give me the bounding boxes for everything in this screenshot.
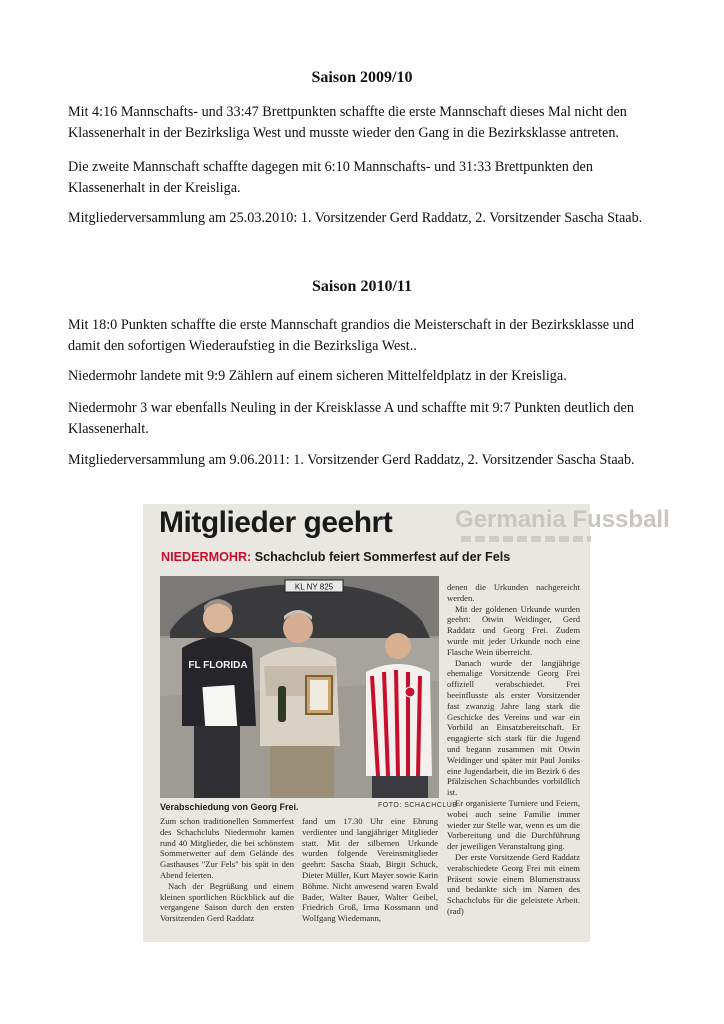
col3-paragraph-2: Mit der goldenen Urkunde wurden geehrt: Otwin Weidinger, Gerd Raddatz und Georg Frei. Zudem wurde mit jeder Urkunde noch eine Flasche Wein überreicht. [447, 603, 580, 657]
photo-illustration [160, 576, 439, 798]
clipping-subtitle: Schachclub feiert Sommerfest auf der Fels [251, 550, 511, 564]
newspaper-clipping [143, 504, 670, 942]
col3-paragraph-3: Danach wurde der langjährige ehemalige Vorsitzende Georg Frei offiziell verabschiedet. Frei beeinflusste als erster Vorsitzender fast zwanzig Jahre lang stark die Geschicke des Vereins und war ein Vorbild an Einsatzbereitschaft. Er engagierte sich stark für die Jugend und begann zusammen mit Otwin Weidinger und später mit Paul Joniks eine Jugendarbeit, die im Bezirk 6 des Pfälzischen Schachbundes vorbildlich ist. [447, 657, 580, 798]
clipping-subline [161, 550, 510, 564]
heading-saison-2009: Saison 2009/10 [311, 69, 413, 86]
paragraph-2010-2: Niedermohr landete mit 9:9 Zählern auf einem sicheren Mittelfeldplatz in der Kreisliga. [68, 368, 567, 384]
heading-saison-2010: Saison 2010/11 [311, 278, 413, 295]
paragraph-2010-4: Mitgliederversammlung am 9.06.2011: 1. Vorsitzender Gerd Raddatz, 2. Vorsitzender Sascha Staab. [68, 452, 635, 468]
clipping-location: NIEDERMOHR: [161, 550, 252, 564]
col1-paragraph-1: Zum schon traditionellen Sommerfest des Schachclubs Niedermohr kamen rund 40 Mitglieder, die bei schönstem Sommerwetter auf dem Gelände des Gasthauses "Zur Fels" bis spät in den Abend feierten. [160, 816, 294, 880]
photo-credit: FOTO: SCHACHCLUB [378, 802, 458, 809]
ghost-subline [461, 536, 591, 542]
license-plate-text: KL NY 825 [294, 582, 334, 592]
paragraph-2010-3: Niedermohr 3 war ebenfalls Neuling in der Kreisklasse A und schaffte mit 9:7 Punkten deutlich den Klassenerhalt. [68, 400, 634, 437]
col3-paragraph-4: Er organisierte Turniere und Feiern, wobei auch seine Familie immer wieder zur Stelle war, wenn es um die Vorbereitung und die Durchführung der jeweiligen Veranstaltung ging. [447, 797, 580, 852]
col2-paragraph-1: fand um 17.30 Uhr eine Ehrung verdienter und langjähriger Mitglieder statt. Mit der silbernen Urkunde wurden folgende Vereinsmitglieder geehrt: Sascha Staab, Birgit Schuck, Dieter Müller, Kurt Mayer sowie Karin Böhme. Nicht anwesend waren Ewald Bader, Walter Bauer, Walter Geibel, Friedrich Groß, Irma Kossmann und Wolfgang Wiedemann, [302, 816, 438, 924]
clipping-photo [160, 576, 439, 798]
article-column-3 [447, 582, 580, 917]
paragraph-2009-1: Mit 4:16 Mannschafts- und 33:47 Brettpunkten schaffte die erste Mannschaft dieses Mal nicht den Klassenerhalt in der Bezirksliga West und musste wieder den Gang in die Bezirksklasse antreten. [68, 104, 627, 141]
paragraph-2010-1: Mit 18:0 Punkten schaffte die erste Mannschaft grandios die Meisterschaft in der Bezirksklasse und damit den sofortigen Wiederaufstieg in die Bezirksliga West.. [68, 317, 634, 354]
ghost-headline: Germania Fussball [455, 506, 670, 533]
article-column-1 [160, 816, 294, 924]
photo-caption: Verabschiedung von Georg Frei. [160, 802, 299, 812]
shirt-text: FL FLORIDA [188, 660, 248, 671]
col3-paragraph-5: Der erste Vorsitzende Gerd Raddatz verabschiedete Georg Frei mit einem Präsent sowie einem Blumenstrauss und bedankte sich im Namen des Schachclubs für die geleistete Arbeit.(rad) [447, 851, 580, 916]
paragraph-2009-3: Mitgliederversammlung am 25.03.2010: 1. Vorsitzender Gerd Raddatz, 2. Vorsitzender Sascha Staab. [68, 210, 643, 226]
col1-paragraph-2: Nach der Begrüßung und einem kleinen sportlichen Rückblick auf die vergangene Saison durch den ersten Vorsitzenden Gerd Raddatz [160, 880, 294, 924]
paragraph-2009-2: Die zweite Mannschaft schaffte dagegen mit 6:10 Mannschafts- und 31:33 Brettpunkten den Klassenerhalt in der Kreisliga. [68, 159, 593, 196]
clipping-headline: Mitglieder geehrt [159, 506, 393, 539]
article-column-2 [302, 816, 438, 924]
col3-paragraph-1: denen die Urkunden nachgereicht werden. [447, 582, 580, 603]
